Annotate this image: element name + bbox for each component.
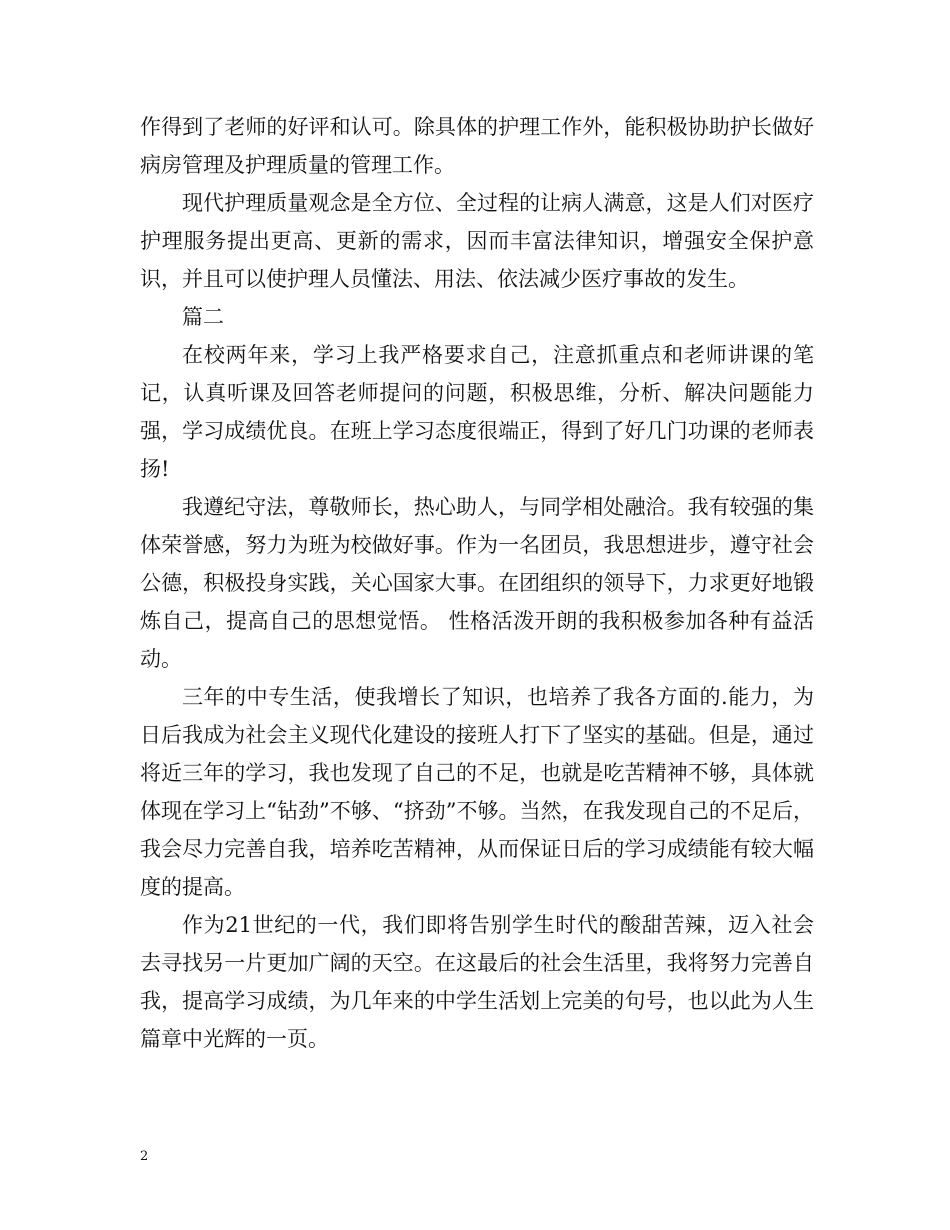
paragraph-4: 我遵纪守法，尊敬师长，热心助人，与同学相处融洽。我有较强的集体荣誉感，努力为班为校做好事。作为一名团员，我思想进步，遵守社会公德，积极投身实践，关心国家大事。在团组织的领导下，力求更好地锻炼自己，提高自己的思想觉悟。 性格活泼开朗的我积极参加各种有益活动。 <box>140 495 814 671</box>
paragraph-3: 在校两年来，学习上我严格要求自己，注意抓重点和老师讲课的笔记，认真听课及回答老师提问的问题，积极思维，分析、解决问题能力强，学习成绩优良。在班上学习态度很端正，得到了好几门功课的老师表扬! <box>140 343 814 481</box>
section-heading: 篇二 <box>182 305 224 329</box>
paragraph-2: 现代护理质量观念是全方位、全过程的让病人满意，这是人们对医疗护理服务提出更高、更新的需求，因而丰富法律知识，增强安全保护意识，并且可以使护理人员懂法、用法、依法减少医疗事故的发生。 <box>140 191 814 291</box>
page-number: 2 <box>140 1149 149 1164</box>
document-body <box>140 108 814 1058</box>
paragraph-1: 作得到了老师的好评和认可。除具体的护理工作外，能积极协助护长做好病房管理及护理质量的管理工作。 <box>140 115 814 177</box>
paragraph-5: 三年的中专生活，使我增长了知识，也培养了我各方面的.能力，为日后我成为社会主义现代化建设的接班人打下了坚实的基础。但是，通过将近三年的学习，我也发现了自己的不足，也就是吃苦精神不够，具体就体现在学习上“钻劲”不够、“挤劲”不够。当然，在我发现自己的不足后，我会尽力完善自我，培养吃苦精神，从而保证日后的学习成绩能有较大幅度的提高。 <box>140 685 814 899</box>
paragraph-6: 作为21世纪的一代，我们即将告别学生时代的酸甜苦辣，迈入社会去寻找另一片更加广阔的天空。在这最后的社会生活里，我将努力完善自我，提高学习成绩，为几年来的中学生活划上完美的句号，也以此为人生篇章中光辉的一页。 <box>140 913 814 1051</box>
